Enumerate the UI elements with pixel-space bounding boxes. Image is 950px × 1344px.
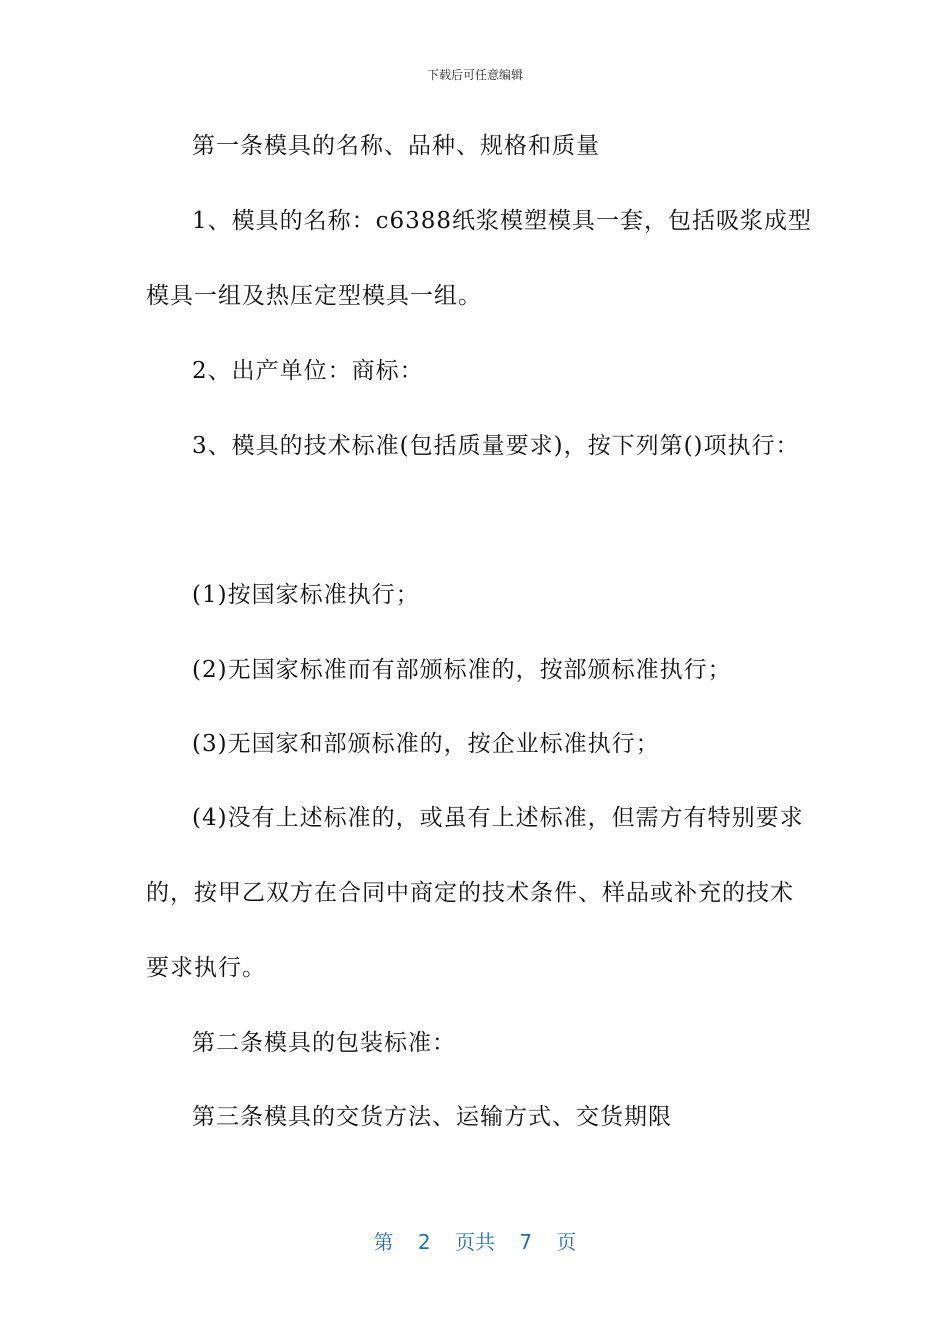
- option-4-continuation-2: 要求执行。: [146, 955, 266, 981]
- item-2-text: 2、出产单位：商标：: [192, 358, 424, 384]
- item-3-text: 3、模具的技术标准(包括质量要求)，按下列第()项执行：: [192, 433, 800, 459]
- option-1-text: (1)按国家标准执行；: [192, 582, 420, 608]
- option-4-continuation-1: 的，按甲乙双方在合同中商定的技术条件、样品或补充的技术: [146, 880, 794, 906]
- option-2-text: (2)无国家标准而有部颁标准的，按部颁标准执行；: [192, 657, 732, 683]
- item-1-continuation: 模具一组及热压定型模具一组。: [146, 283, 482, 309]
- article-3-heading: 第三条模具的交货方法、运输方式、交货期限: [192, 1104, 672, 1130]
- article-1-heading: 第一条模具的名称、品种、规格和质量: [192, 133, 600, 159]
- option-4-text: (4)没有上述标准的，或虽有上述标准，但需方有特别要求: [192, 805, 804, 831]
- item-1-text: 1、模具的名称：c6388纸浆模塑模具一套，包括吸浆成型: [192, 208, 813, 234]
- page-header: 下载后可任意编辑: [426, 68, 523, 82]
- article-2-heading: 第二条模具的包装标准：: [192, 1030, 456, 1056]
- page-number-footer: 第 2 页共 7 页: [373, 1230, 577, 1254]
- option-3-text: (3)无国家和部颁标准的，按企业标准执行；: [192, 731, 660, 757]
